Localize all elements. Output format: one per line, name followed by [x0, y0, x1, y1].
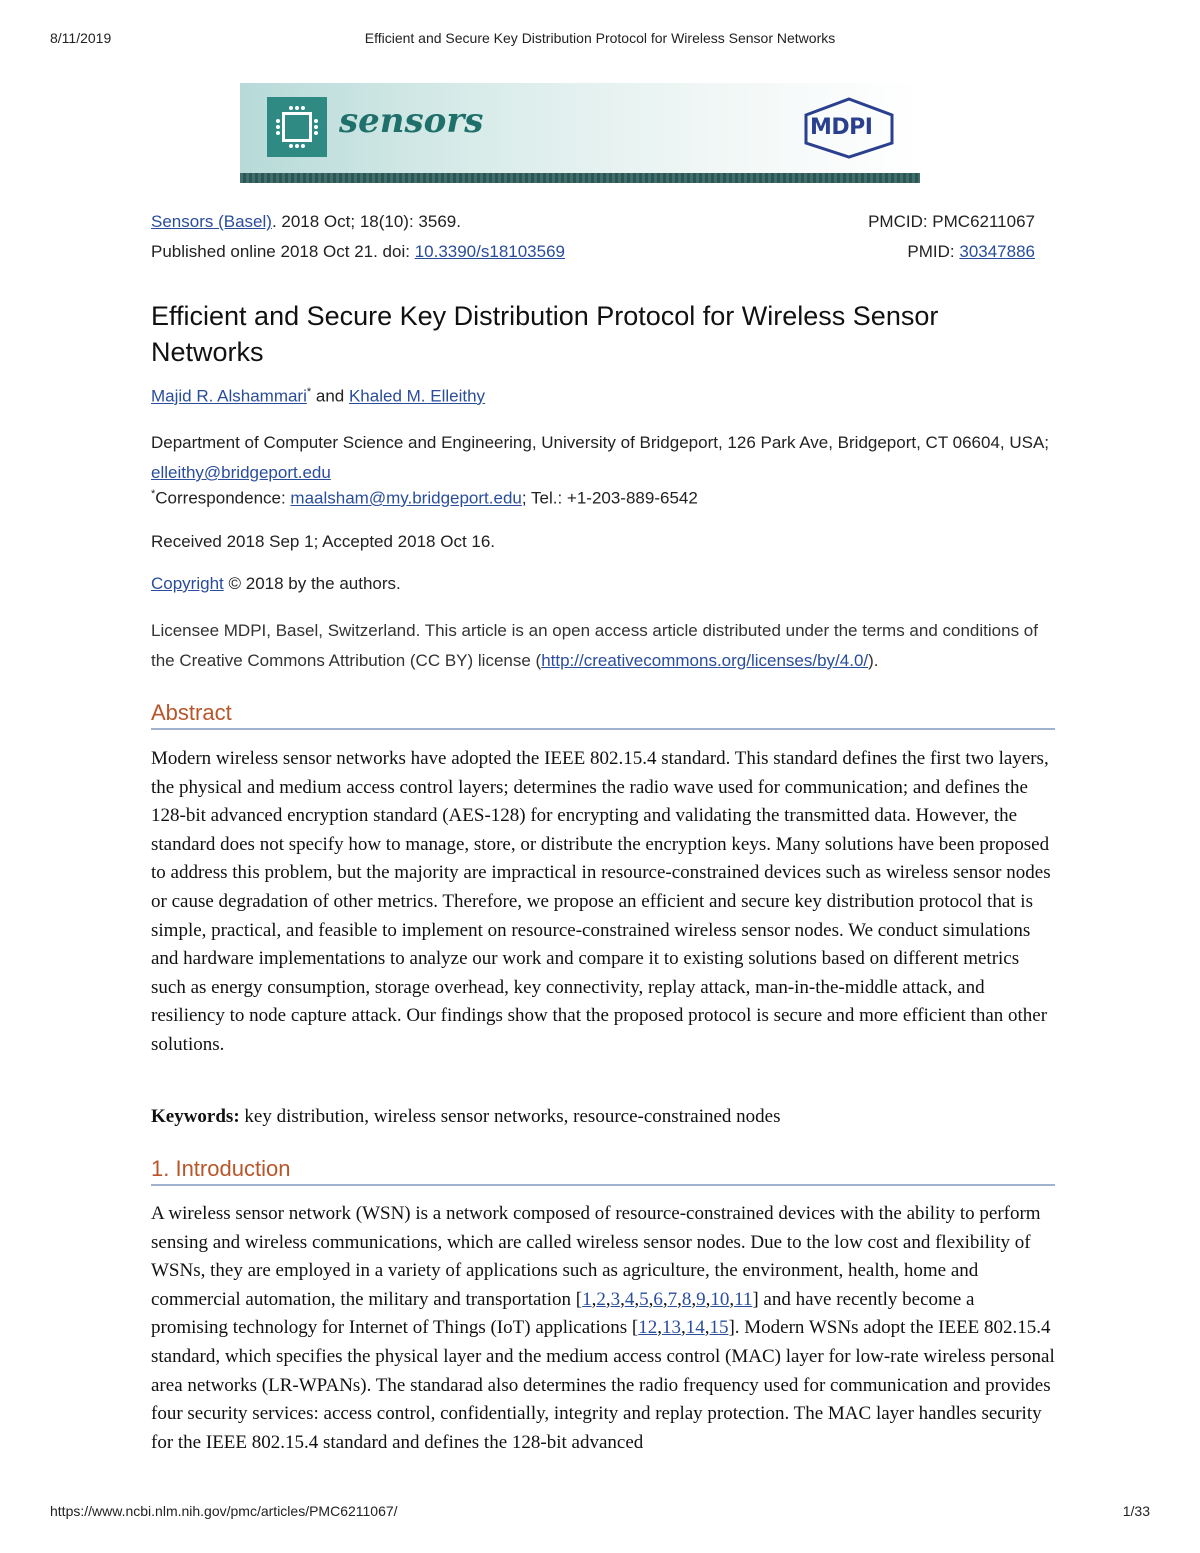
- keywords: [151, 1103, 1055, 1132]
- author-link-1[interactable]: Majid R. Alshammari: [151, 386, 307, 406]
- license: [151, 616, 1055, 676]
- published-online: Published online 2018 Oct 21. doi:: [151, 242, 415, 261]
- author-link-2[interactable]: Khaled M. Elleithy: [348, 386, 486, 406]
- reference-link[interactable]: 4: [624, 1288, 635, 1310]
- pmid-block: [907, 241, 1035, 263]
- reference-link[interactable]: 7: [667, 1288, 678, 1310]
- affiliation-text: Department of Computer Science and Engineering, University of Bridgeport, 126 Park Ave, Bridgeport, CT 06604, USA;: [151, 433, 1050, 452]
- reference-link[interactable]: 11: [734, 1288, 753, 1310]
- intro-paragraph-part-1: A wireless sensor network (WSN) is a network composed of resource-constrained devices with the ability to perform sensing and wireless communications, which are called wireless sensor nodes. Due to the low cost and flexibility of WSNs, they are employed in a variety of applications such as agriculture, the environment, health, home and commercial automation, the military and transportation [: [151, 1203, 1041, 1310]
- reference-list-1: 1,2,3,4,5,6,7,8,9,10,11: [582, 1288, 753, 1310]
- publisher-name: MDPI: [810, 115, 873, 140]
- citation-line-2: [151, 241, 1055, 263]
- reference-link[interactable]: 3: [610, 1288, 621, 1310]
- copyright-link[interactable]: Copyright: [151, 574, 224, 593]
- license-end: ).: [868, 651, 879, 670]
- citation-line-1: [151, 211, 1055, 233]
- copyright: [151, 574, 401, 594]
- print-date: 8/11/2019: [50, 30, 112, 46]
- corresponding-mark: *: [306, 386, 312, 398]
- introduction-heading: 1. Introduction: [151, 1156, 1055, 1186]
- reference-link[interactable]: 12: [638, 1317, 658, 1339]
- doi-link[interactable]: 10.3390/s18103569: [414, 242, 565, 261]
- correspondence: [151, 488, 698, 509]
- reference-link[interactable]: 6: [653, 1288, 663, 1310]
- reference-link[interactable]: 15: [709, 1317, 729, 1339]
- journal-link[interactable]: Sensors (Basel): [151, 212, 272, 231]
- print-footer: [50, 1503, 1150, 1523]
- affiliation: [151, 428, 1055, 488]
- reference-link[interactable]: 8: [681, 1288, 692, 1310]
- page-number: 1/33: [1122, 1503, 1150, 1519]
- keywords-label: Keywords:: [151, 1106, 240, 1127]
- chip-icon: [267, 97, 327, 157]
- reference-link[interactable]: 2: [596, 1288, 606, 1310]
- correspondence-mark: *: [151, 488, 156, 500]
- reference-link[interactable]: 9: [696, 1288, 706, 1310]
- correspondence-label: Correspondence:: [155, 488, 291, 508]
- author-separator: and: [311, 386, 349, 406]
- banner-stripe: [240, 173, 920, 183]
- pmid-link[interactable]: 30347886: [959, 242, 1035, 261]
- license-url-link[interactable]: http://creativecommons.org/licenses/by/4.0/: [541, 651, 869, 670]
- copyright-text: © 2018 by the authors.: [223, 574, 401, 593]
- citation-issue: . 2018 Oct; 18(10): 3569.: [271, 212, 461, 231]
- article-title: Efficient and Secure Key Distribution Protocol for Wireless Sensor Networks: [151, 301, 939, 367]
- reference-link[interactable]: 13: [661, 1317, 681, 1339]
- author-list: [151, 386, 485, 407]
- journal-banner[interactable]: [240, 83, 920, 183]
- pmcid: PMCID: PMC6211067: [868, 212, 1035, 231]
- affiliation-email-link[interactable]: elleithy@bridgeport.edu: [151, 463, 331, 482]
- correspondence-email-link[interactable]: maalsham@my.bridgeport.edu: [290, 488, 522, 508]
- mdpi-logo: [802, 97, 896, 159]
- reference-link[interactable]: 10: [710, 1288, 730, 1310]
- correspondence-tel: ; Tel.: +1-203-889-6542: [521, 488, 698, 508]
- received-dates: Received 2018 Sep 1; Accepted 2018 Oct 16.: [151, 532, 496, 551]
- reference-link[interactable]: 1: [582, 1288, 592, 1310]
- abstract-text: Modern wireless sensor networks have adopted the IEEE 802.15.4 standard. This standard defines the first two layers, the physical and medium access control layers; determines the radio wave used for communication; and defines the 128-bit advanced encryption standard (AES-128) for encrypting and validating the transmitted data. However, the standard does not specify how to manage, store, or distribute the encryption keys. Many solutions have been proposed to address this problem, but the majority are impractical in resource-constrained devices such as wireless sensor nodes or cause degradation of other metrics. Therefore, we propose an efficient and secure key distribution protocol that is simple, practical, and feasible to implement on resource-constrained wireless sensor nodes. We conduct simulations and hardware implementations to analyze our work and compare it to existing solutions based on different metrics such as energy consumption, storage overhead, key connectivity, replay attack, man-in-the-middle attack, and resiliency to node capture attack. Our findings show that the proposed protocol is secure and more efficient than other solutions.: [151, 748, 1051, 1055]
- print-url: https://www.ncbi.nlm.nih.gov/pmc/articles/PMC6211067/: [50, 1503, 398, 1519]
- journal-logo-text: sensors: [339, 101, 484, 141]
- reference-list-2: 12,13,14,15: [638, 1317, 729, 1339]
- pmid-label: PMID:: [907, 242, 960, 261]
- print-header: [50, 30, 1150, 50]
- abstract-heading: Abstract: [151, 700, 1055, 730]
- intro-paragraph-part-3: ]. Modern WSNs adopt the IEEE 802.15.4 standard, which specifies the physical layer and the medium access control (MAC) layer for low-rate wireless personal area networks (LR-WPANs). The standarad also determines the radio frequency used for communication and provides four security services: access control, confidentially, integrity and replay protection. The MAC layer handles security for the IEEE 802.15.4 standard and defines the 128-bit advanced: [151, 1317, 1055, 1453]
- keywords-text: key distribution, wireless sensor networks, resource-constrained nodes: [239, 1106, 781, 1127]
- print-doc-title: Efficient and Secure Key Distribution Protocol for Wireless Sensor Networks: [364, 30, 836, 46]
- introduction-text: [151, 1200, 1055, 1457]
- reference-link[interactable]: 14: [685, 1317, 705, 1339]
- reference-link[interactable]: 5: [639, 1288, 649, 1310]
- license-text: Licensee MDPI, Basel, Switzerland. This article is an open access article distributed under the terms and conditions of the Creative Commons Attribution (CC BY) license (: [151, 621, 1038, 670]
- intro-paragraph-part-2: ] and have recently become a promising technology for Internet of Things (IoT) applications [: [151, 1288, 975, 1339]
